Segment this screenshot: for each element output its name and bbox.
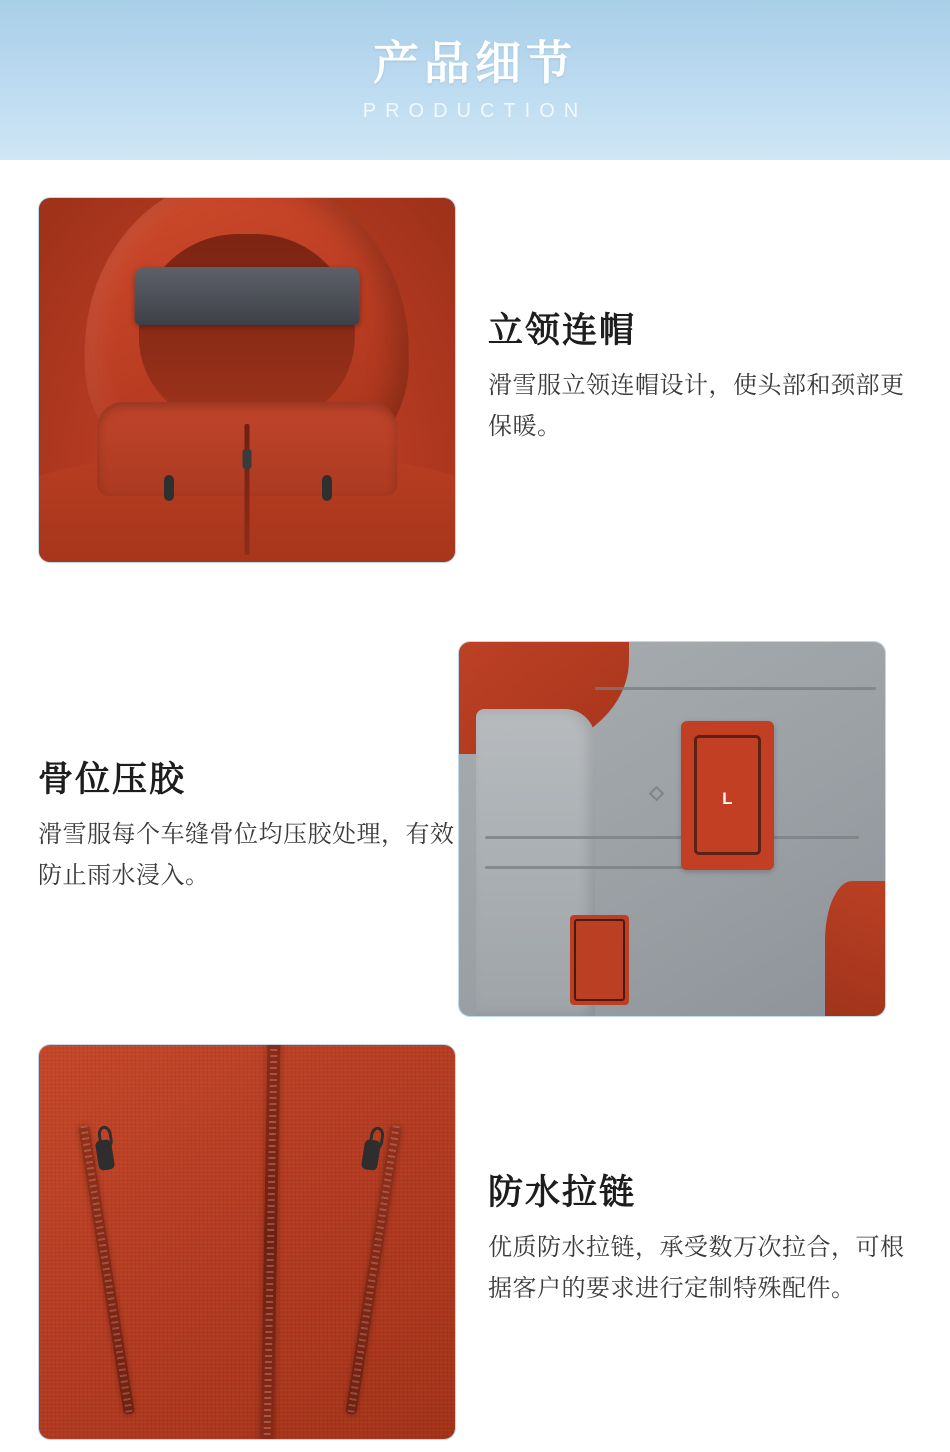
size-label-text: L xyxy=(722,789,733,809)
zipper-photo xyxy=(38,1044,456,1440)
taped-seams-title: 骨位压胶 xyxy=(38,760,187,800)
size-label-patch xyxy=(681,721,775,871)
seam-tape-line-3 xyxy=(595,687,876,690)
hood-photo xyxy=(38,197,456,563)
page-header-banner xyxy=(0,0,950,160)
zipper-pull-icon xyxy=(243,449,252,469)
drawcord-right-icon xyxy=(322,475,332,501)
taped-seams-photo xyxy=(458,641,886,1017)
zipper-description: 优质防水拉链，承受数万次拉合，可根据客户的要求进行定制特殊配件。 xyxy=(488,1233,905,1303)
hood-brim-shape xyxy=(135,267,360,325)
zipper-text-column xyxy=(488,1174,918,1309)
brand-logo-patch xyxy=(570,915,630,1005)
hood-title: 立领连帽 xyxy=(488,311,637,351)
lining-red-hem-shape xyxy=(825,881,886,1017)
hood-inner-shape xyxy=(139,234,355,423)
page-subtitle: PRODUCTION xyxy=(362,99,588,122)
taped-seams-description: 滑雪服每个车缝骨位均压胶处理，有效防止雨水浸入。 xyxy=(38,820,455,890)
detail-section-waterproof-zipper xyxy=(0,1042,950,1442)
zipper-title: 防水拉链 xyxy=(488,1173,637,1213)
collar-zipper-shape xyxy=(245,424,250,555)
drawcord-left-icon xyxy=(164,475,174,501)
taped-seams-text-column xyxy=(38,761,458,896)
page-title: 产品细节 xyxy=(373,37,577,90)
hood-text-column xyxy=(488,312,918,447)
detail-section-taped-seams xyxy=(0,638,950,1020)
hood-description: 滑雪服立领连帽设计，使头部和颈部更保暖。 xyxy=(488,371,905,441)
left-zipper-pull-icon xyxy=(95,1138,115,1170)
detail-section-hood xyxy=(0,194,950,566)
